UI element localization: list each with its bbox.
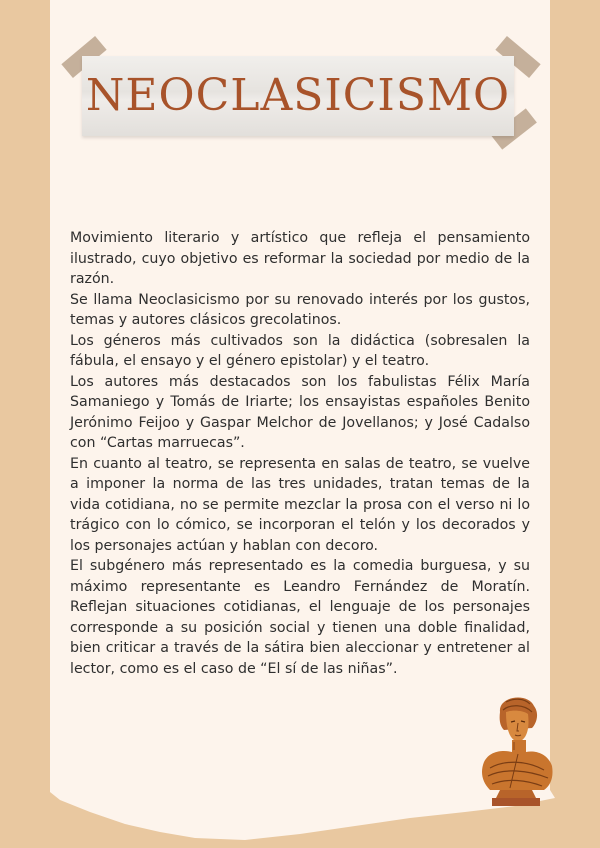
paragraph-authors: Los autores más destacados son los fabulistas Félix María Samaniego y Tomás de Iriarte; los ensayistas españoles Benito Jerónimo Feijoo y Gaspar Melchor de Jovellanos; y José Cadalso con “Cartas marruecas”. <box>70 373 530 451</box>
body-text <box>70 228 530 679</box>
page-title: NEOCLASICISMO <box>85 70 511 121</box>
paragraph-genres: Los géneros más cultivados son la didáctica (sobresalen la fábula, el ensayo y el género epistolar) y el teatro. <box>70 332 530 369</box>
bust-icon <box>482 697 553 806</box>
paragraph-theatre: En cuanto al teatro, se representa en salas de teatro, se vuelve a imponer la norma de las tres unidades, tratan temas de la vida cotidiana, no se permite mezclar la prosa con el verso ni lo trágico con lo cómico, se incorporan el telón y los decorados y los personajes actúan y hablan con decoro. <box>70 455 530 554</box>
classical-bust-illustration <box>470 690 560 808</box>
paragraph-definition: Movimiento literario y artístico que refleja el pensamiento ilustrado, cuyo objetivo es reformar la sociedad por medio de la razón. <box>70 230 530 287</box>
paragraph-comedy: El subgénero más representado es la comedia burguesa, y su máximo representante es Leandro Fernández de Moratín. Reflejan situaciones cotidianas, el lenguaje de los personajes corresponde a su posición social y tienen una doble finalidad, bien criticar a través de la sátira bien aleccionar y entretener al lector, como es el caso de “El sí de las niñas”. <box>70 558 530 677</box>
paragraph-name-origin: Se llama Neoclasicismo por su renovado interés por los gustos, temas y autores clásicos grecolatinos. <box>70 291 530 328</box>
banner-paper <box>82 56 514 136</box>
title-banner <box>60 38 540 148</box>
